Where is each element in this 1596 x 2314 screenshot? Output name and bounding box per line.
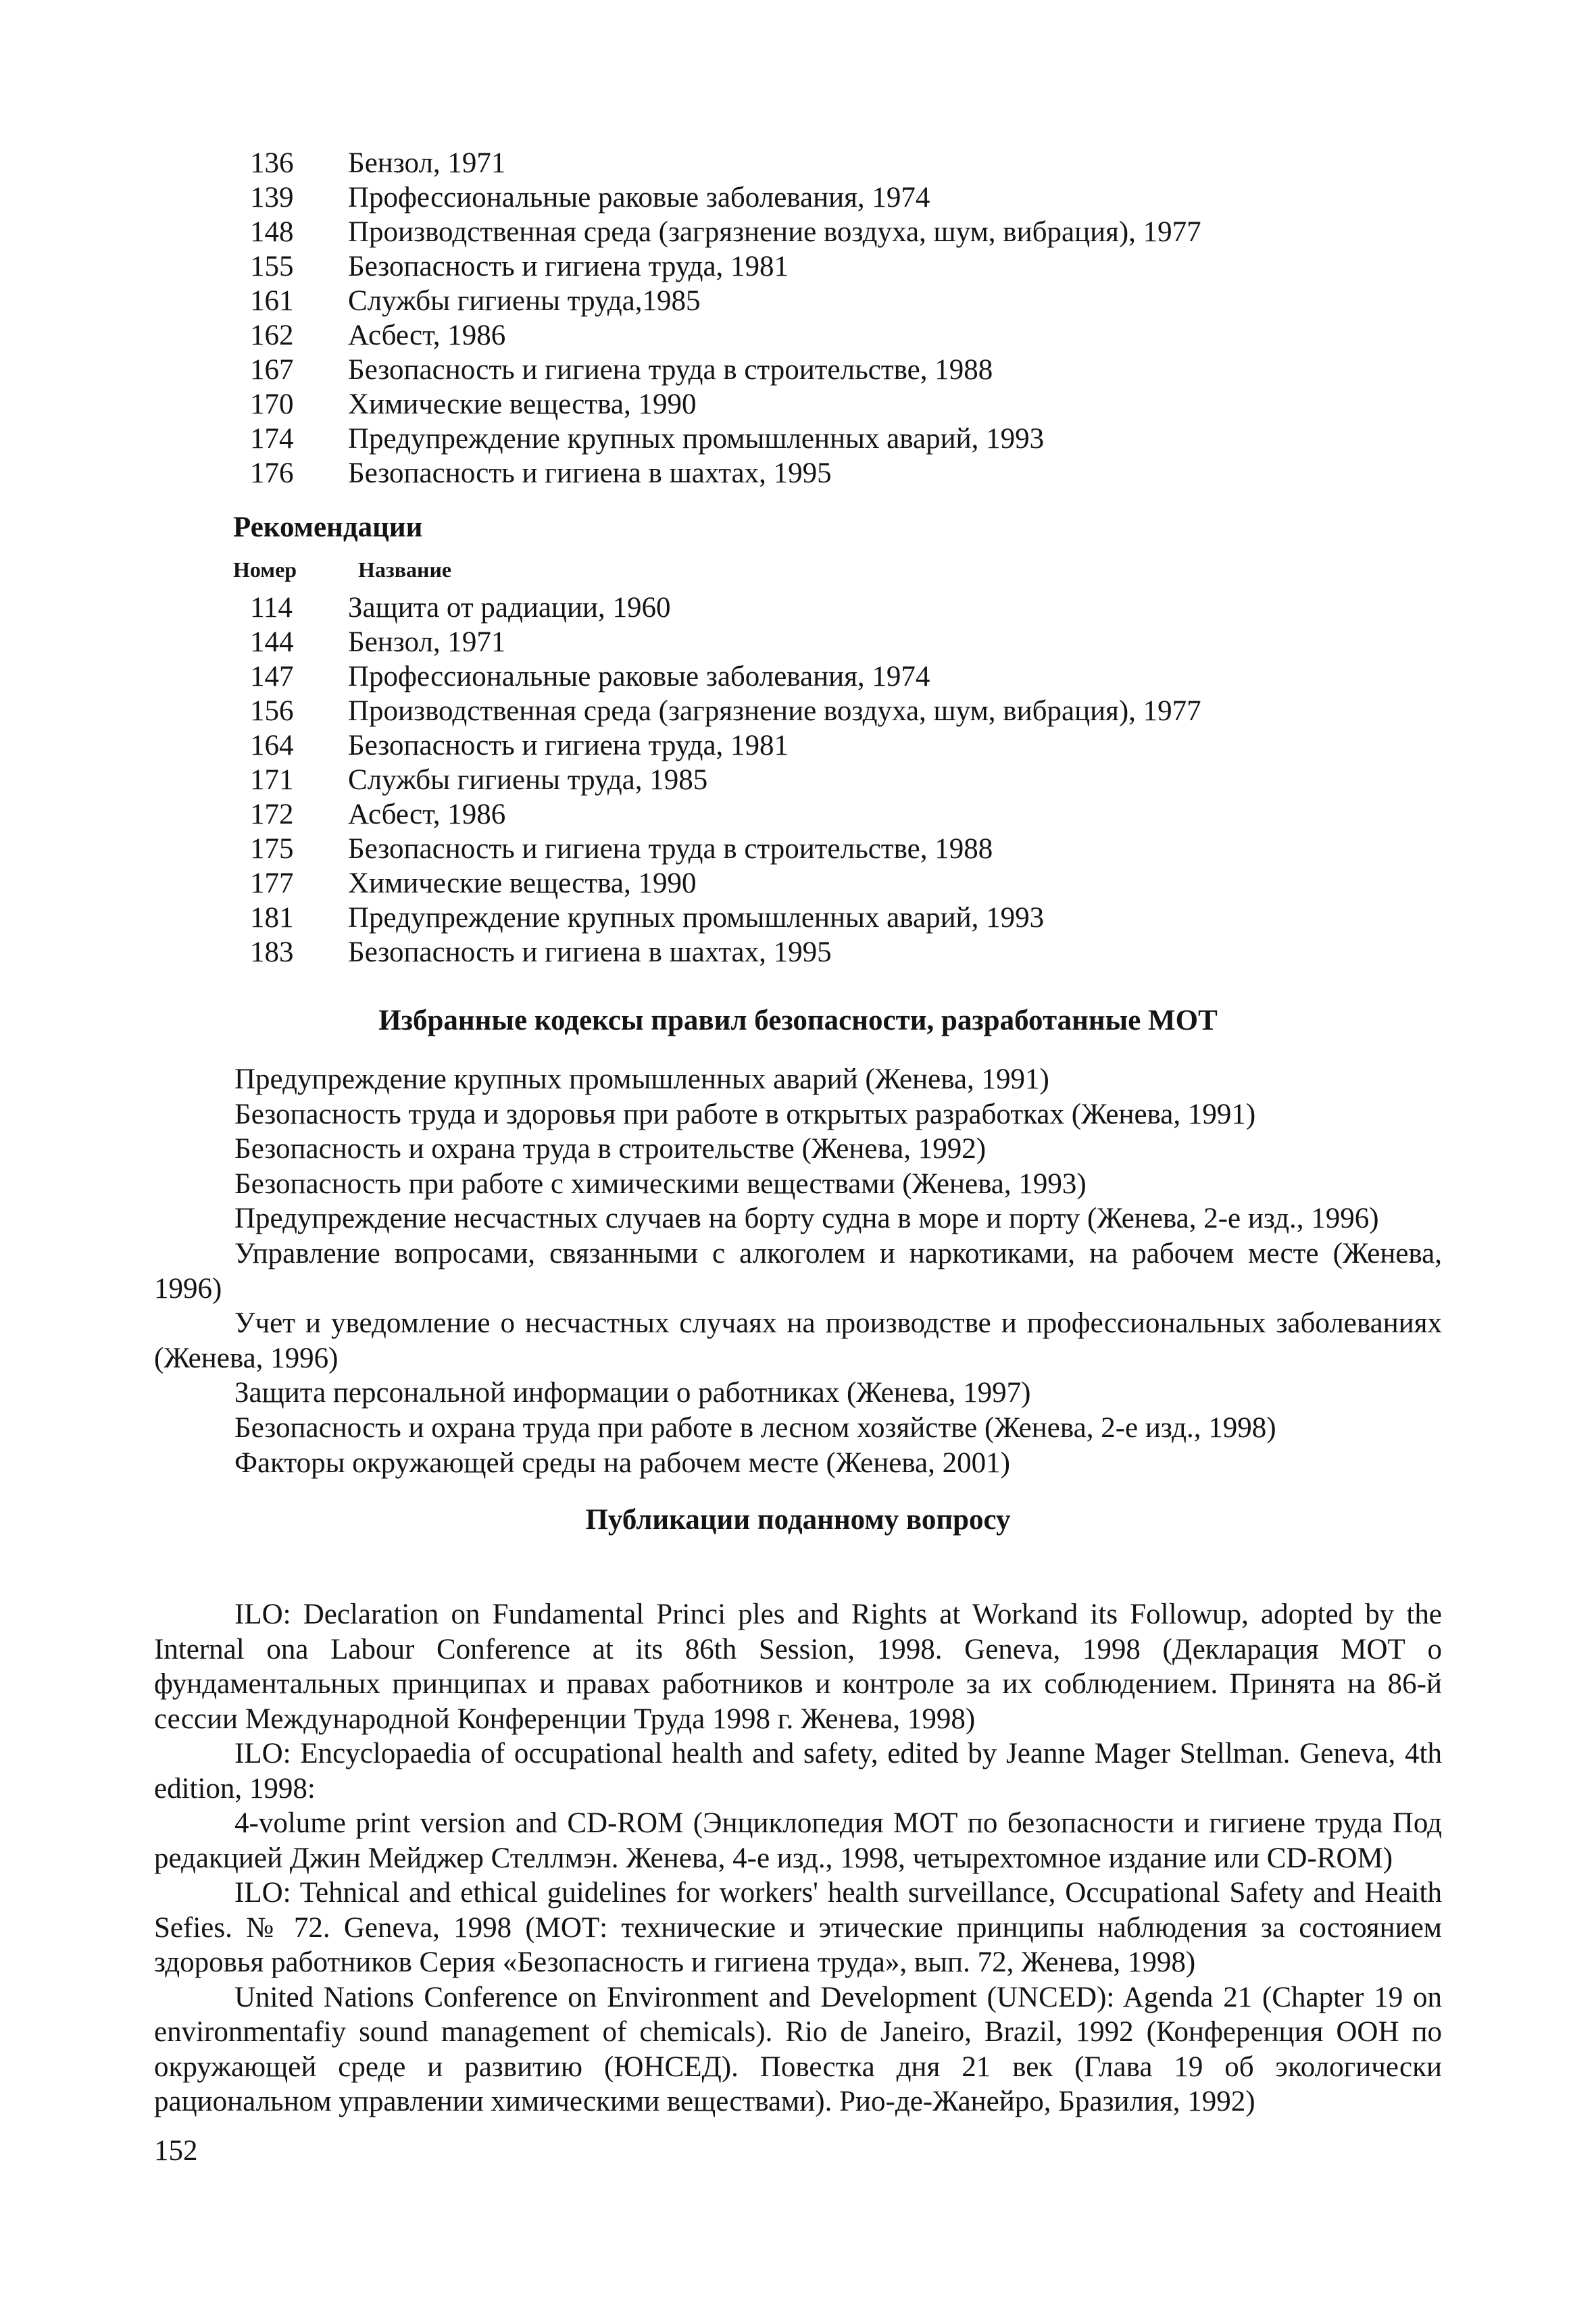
list-item xyxy=(233,797,1449,832)
publications-list xyxy=(154,1597,1442,2119)
recommendations-list xyxy=(233,590,1449,970)
list-item xyxy=(233,284,1449,318)
item-title: Химические вещества, 1990 xyxy=(348,388,697,420)
item-number: 183 xyxy=(250,936,294,968)
code-item: Предупреждение крупных промышленных аварий (Женева, 1991) xyxy=(234,1063,1049,1095)
item-number: 175 xyxy=(250,833,294,865)
page-number: 152 xyxy=(154,2135,198,2167)
list-item xyxy=(233,763,1449,797)
item-title: Производственная среда (загрязнение воздуха, шум, вибрация), 1977 xyxy=(348,216,1201,248)
list-item xyxy=(233,146,1449,180)
item-title: Службы гигиены труда, 1985 xyxy=(348,764,708,796)
item-number: 161 xyxy=(250,285,294,317)
item-title: Бензол, 1971 xyxy=(348,147,506,179)
item-number: 147 xyxy=(250,661,294,693)
code-item: Безопасность и охрана труда при работе в лесном хозяйстве (Женева, 2-е изд., 1998) xyxy=(234,1411,1276,1444)
column-header-number: Номер xyxy=(233,557,297,582)
code-item: Безопасность труда и здоровья при работе в открытых разработках (Женева, 1991) xyxy=(234,1098,1256,1130)
list-item xyxy=(233,387,1449,422)
item-title: Безопасность и гигиена в шахтах, 1995 xyxy=(348,936,832,968)
item-title: Производственная среда (загрязнение воздуха, шум, вибрация), 1977 xyxy=(348,695,1201,727)
list-item xyxy=(233,935,1449,970)
list-item xyxy=(233,901,1449,935)
item-number: 164 xyxy=(250,730,294,761)
item-title: Профессиональные раковые заболевания, 1974 xyxy=(348,182,930,213)
item-number: 172 xyxy=(250,799,294,830)
item-title: Профессиональные раковые заболевания, 1974 xyxy=(348,661,930,693)
code-item: Предупреждение несчастных случаев на борту судна в море и порту (Женева, 2-е изд., 1996) xyxy=(234,1203,1379,1235)
list-item xyxy=(233,422,1449,456)
codes-list xyxy=(154,1062,1442,1480)
conventions-list xyxy=(233,146,1449,491)
item-number: 162 xyxy=(250,320,294,351)
item-number: 174 xyxy=(250,423,294,455)
code-item: Безопасность при работе с химическими веществами (Женева, 1993) xyxy=(234,1167,1087,1200)
publication-paragraph: ILO: Tehnical and ethical guidelines for workers' health surveillance, Occupational Safety and Heaith Sefies. № 72. Geneva, 1998 (МОТ: технические и этические принципы наблюдения за состоянием здоровья работников Серия «Безопасность и гигиена труда», вып. 72, Женева, 1998) xyxy=(154,1877,1442,1978)
item-title: Безопасность и гигиена в шахтах, 1995 xyxy=(348,457,832,489)
list-item xyxy=(233,832,1449,866)
item-title: Асбест, 1986 xyxy=(348,320,506,351)
item-title: Защита от радиации, 1960 xyxy=(348,592,671,624)
publication-paragraph: United Nations Conference on Environment and Development (UNCED): Agenda 21 (Chapter 19 on environmentafiy sound management of chemicals). Rio de Janeiro, Brazil, 1992 (Конференция ООН по окружающей среде и развитию (ЮНСЕД). Повестка дня 21 век (Глава 19 об экологически рациональном управлении химическими веществами). Рио-де-Жанейро, Бразилия, 1992) xyxy=(154,1981,1442,2117)
item-number: 148 xyxy=(250,216,294,248)
list-item xyxy=(233,456,1449,491)
item-number: 156 xyxy=(250,695,294,727)
code-item: Защита персональной информации о работниках (Женева, 1997) xyxy=(234,1377,1031,1409)
list-item xyxy=(233,728,1449,763)
item-title: Безопасность и гигиена труда в строительстве, 1988 xyxy=(348,354,993,386)
codes-heading: Избранные кодексы правил безопасности, разработанные МОТ xyxy=(378,1005,1218,1036)
item-title: Асбест, 1986 xyxy=(348,799,506,830)
list-item xyxy=(233,866,1449,901)
item-number: 176 xyxy=(250,457,294,489)
item-title: Безопасность и гигиена труда, 1981 xyxy=(348,730,789,761)
list-item xyxy=(233,694,1449,728)
item-title: Безопасность и гигиена труда, 1981 xyxy=(348,251,789,282)
item-number: 114 xyxy=(250,592,293,624)
code-item: Управление вопросами, связанными с алкоголем и наркотиками, на рабочем месте (Женева, 1996) xyxy=(154,1237,1442,1305)
publication-paragraph: ILO: Encyclopaedia of occupational health and safety, edited by Jeanne Mager Stellman. Geneva, 4th edition, 1998: xyxy=(154,1738,1442,1805)
item-number: 144 xyxy=(250,626,294,658)
list-item xyxy=(233,318,1449,353)
item-number: 177 xyxy=(250,867,294,899)
item-title: Службы гигиены труда,1985 xyxy=(348,285,701,317)
item-number: 139 xyxy=(250,182,294,213)
code-item: Учет и уведомление о несчастных случаях на производстве и профессиональных заболеваниях (Женева, 1996) xyxy=(154,1307,1442,1374)
item-number: 171 xyxy=(250,764,294,796)
code-item: Факторы окружающей среды на рабочем месте (Женева, 2001) xyxy=(234,1447,1010,1479)
item-title: Бензол, 1971 xyxy=(348,626,506,658)
list-item xyxy=(233,659,1449,694)
list-item xyxy=(233,180,1449,215)
list-item xyxy=(233,590,1449,625)
item-number: 170 xyxy=(250,388,294,420)
column-header-title: Название xyxy=(358,557,452,582)
publication-paragraph: ILO: Declaration on Fundamental Princi ples and Rights at Workand its Followup, adopted by the Internal ona Labour Conference at its 86th Session, 1998. Geneva, 1998 (Декларация МОТ о фундаментальных принципах и правах работников и контроле за их соблюдением. Принята на 86-й сессии Международной Конференции Труда 1998 г. Женева, 1998) xyxy=(154,1599,1442,1735)
item-title: Безопасность и гигиена труда в строительстве, 1988 xyxy=(348,833,993,865)
recommendations-heading: Рекомендации xyxy=(233,511,423,543)
code-item: Безопасность и охрана труда в строительстве (Женева, 1992) xyxy=(234,1133,987,1165)
item-number: 155 xyxy=(250,251,294,282)
list-item xyxy=(233,249,1449,284)
publication-paragraph: 4-volume print version and CD-ROM (Энциклопедия МОТ по безопасности и гигиене труда Под редакцией Джин Мейджер Стеллмэн. Женева, 4-е изд., 1998, четырехтомное издание или CD-ROM) xyxy=(154,1807,1442,1874)
item-number: 136 xyxy=(250,147,294,179)
list-item xyxy=(233,353,1449,387)
list-item xyxy=(233,215,1449,249)
item-number: 167 xyxy=(250,354,294,386)
item-number: 181 xyxy=(250,902,294,934)
item-title: Предупреждение крупных промышленных аварий, 1993 xyxy=(348,423,1045,455)
item-title: Предупреждение крупных промышленных аварий, 1993 xyxy=(348,902,1045,934)
list-item xyxy=(233,625,1449,659)
item-title: Химические вещества, 1990 xyxy=(348,867,697,899)
publications-heading: Публикации поданному вопросу xyxy=(585,1504,1011,1536)
